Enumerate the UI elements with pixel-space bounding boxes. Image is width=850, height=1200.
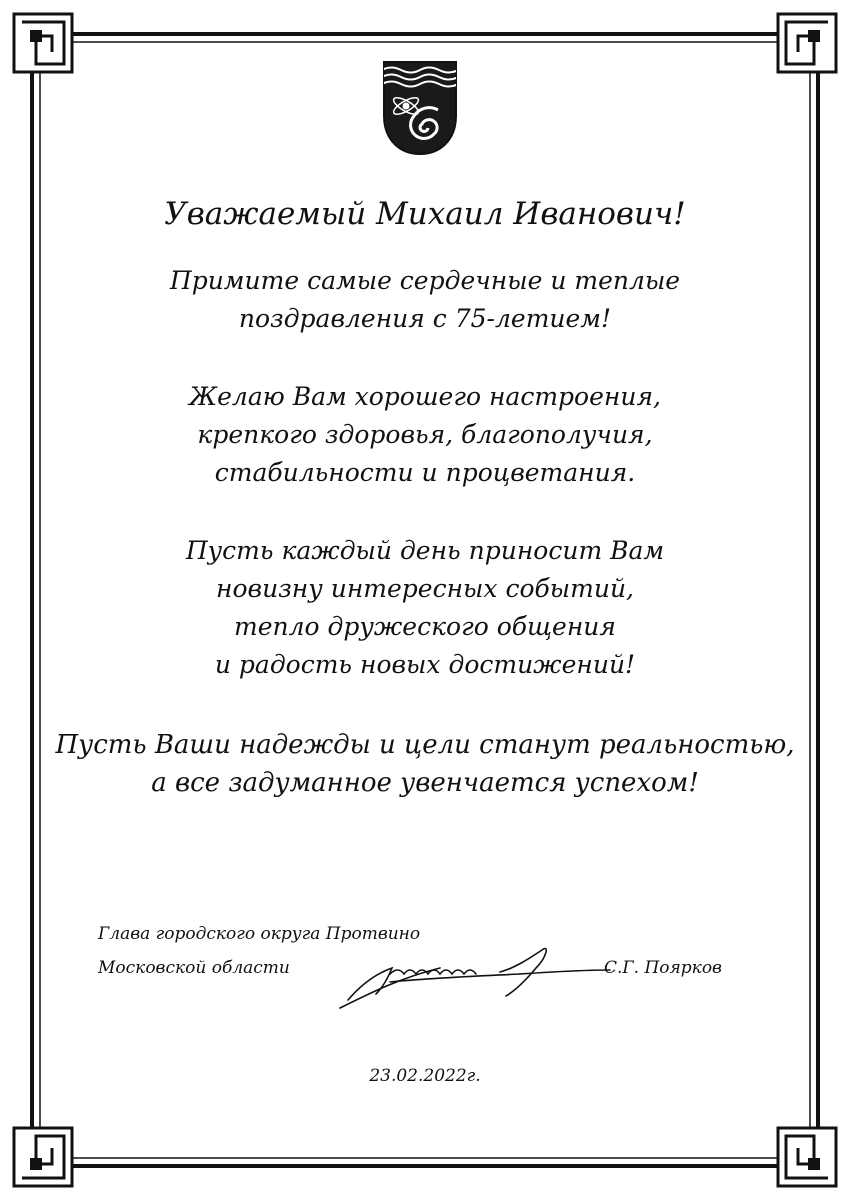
signatory-name: С.Г. Поярков	[604, 958, 722, 978]
signatory-title-line2: Московской области	[98, 958, 290, 978]
corner-ornament-bottom-right	[778, 1128, 836, 1186]
paragraph-daily-wishes	[0, 532, 850, 684]
handwritten-signature	[330, 938, 620, 1028]
text-line: Желаю Вам хорошего настроения,	[189, 382, 661, 411]
text-line: крепкого здоровья, благополучия,	[197, 420, 653, 449]
text-line: новизну интересных событий,	[216, 574, 634, 603]
text-line: а все задуманное увенчается успехом!	[151, 768, 699, 798]
signatory-title-line1: Глава городского округа Протвино	[98, 924, 421, 944]
corner-ornament-top-right	[778, 14, 836, 72]
text-line: стабильности и процветания.	[214, 458, 636, 487]
letter-salutation: Уважаемый Михаил Иванович!	[164, 196, 686, 232]
text-line: Примите самые сердечные и теплые	[169, 266, 681, 295]
paragraph-congratulation	[0, 262, 850, 338]
corner-ornament-bottom-left	[14, 1128, 72, 1186]
text-line: Пусть каждый день приносит Вам	[185, 536, 665, 565]
text-line: и радость новых достижений!	[214, 650, 636, 679]
corner-ornament-top-left	[14, 14, 72, 72]
letter-date: 23.02.2022г.	[369, 1066, 481, 1086]
paragraph-closing	[0, 726, 850, 802]
text-line: поздравления с 75-летием!	[238, 304, 612, 333]
paragraph-wishes	[0, 378, 850, 492]
text-line: тепло дружеского общения	[234, 612, 616, 641]
city-emblem-icon	[382, 60, 458, 156]
text-line: Пусть Ваши надежды и цели станут реальностью,	[55, 730, 795, 760]
